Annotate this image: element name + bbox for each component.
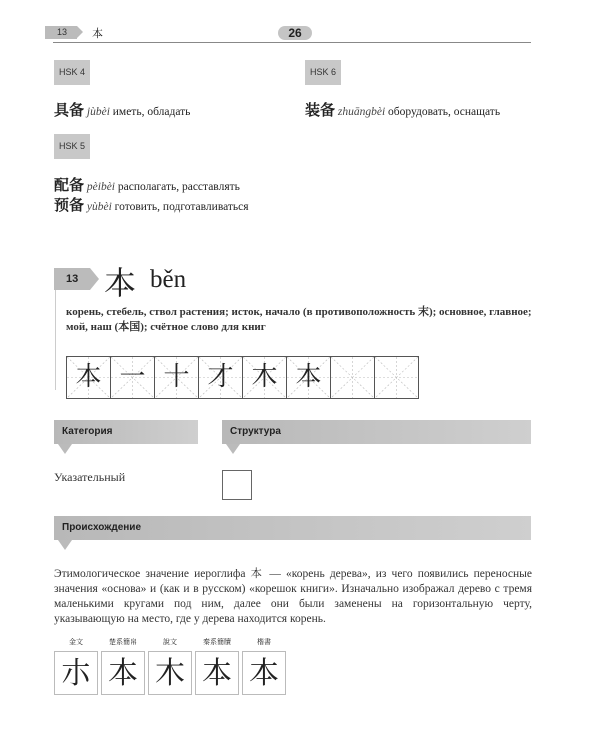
stroke-char: 本 [75, 362, 102, 392]
stroke-cell [199, 357, 243, 398]
hsk5-label: HSK 5 [54, 134, 90, 159]
script-form [148, 637, 192, 695]
script-form-label: 楷書 [257, 638, 271, 646]
entry-side-rule [55, 290, 56, 390]
stroke-char: 本 [295, 362, 322, 392]
stroke-cell [243, 357, 287, 398]
stroke-char: 一 [119, 362, 146, 392]
entry-pinyin: běn [150, 266, 187, 293]
script-form [54, 637, 98, 695]
page-number: 26 [278, 26, 312, 40]
script-form-glyph: 木 [148, 651, 192, 695]
stroke-cell [111, 357, 155, 398]
structure-square-icon [222, 470, 252, 500]
structure-header: Структура [222, 420, 531, 444]
script-form-label: 楚系簡帛 [109, 638, 137, 646]
stroke-cell [67, 357, 111, 398]
word-item: 预备 yùbèi готовить, подготавливаться [54, 198, 249, 214]
stroke-cell [287, 357, 331, 398]
hsk4-label: HSK 4 [54, 60, 90, 85]
word-item: 具备 jùbèi иметь, обладать [54, 103, 191, 119]
script-form-glyph: 本 [101, 651, 145, 695]
script-form-glyph: 本 [195, 651, 239, 695]
stroke-cell [331, 357, 375, 398]
script-form [101, 637, 145, 695]
script-form-label: 金文 [69, 638, 83, 646]
origin-header: Происхождение [54, 516, 531, 540]
stroke-char: 木 [251, 362, 278, 392]
stroke-char: 十 [163, 362, 190, 392]
header-rule [53, 42, 531, 43]
stroke-cell [155, 357, 199, 398]
script-form-glyph: 朩 [54, 651, 98, 695]
stroke-char: 才 [207, 362, 234, 392]
entry-hanzi: 本 [104, 264, 137, 302]
header-char: 本 [92, 27, 103, 40]
word-item: 配备 pèibèi располагать, расставлять [54, 178, 240, 194]
script-form-label: 秦系簡牘 [203, 638, 231, 646]
hsk6-label: HSK 6 [305, 60, 341, 85]
category-header: Категория [54, 420, 198, 444]
entry-number: 13 [54, 268, 90, 290]
entry-definition: корень, стебель, ствол растения; исток, начало (в противоположность 末); основное, главное; мой, наш (本国); счётное слово для книг [66, 306, 532, 333]
category-value: Указательный [54, 470, 126, 484]
script-form-label: 說文 [163, 638, 177, 646]
word-item: 装备 zhuāngbèi оборудовать, оснащать [305, 103, 501, 119]
stroke-cell [375, 357, 418, 398]
script-form [195, 637, 239, 695]
chapter-tab: 13 [45, 26, 77, 39]
script-form-glyph: 本 [242, 651, 286, 695]
stroke-order-grid [66, 356, 419, 399]
script-forms [54, 637, 286, 695]
origin-text: Этимологическое значение иероглифа 本 — «корень дерева», из чего появились переносные значения «основа» и (как и в русском) «корешок книги». Изначально изображал дерево с тремя маленькими кругами под ним, далее они были заменены на горизонтальную черту, указывающую на место, где у дерева находится корень. [54, 568, 532, 625]
script-form [242, 637, 286, 695]
